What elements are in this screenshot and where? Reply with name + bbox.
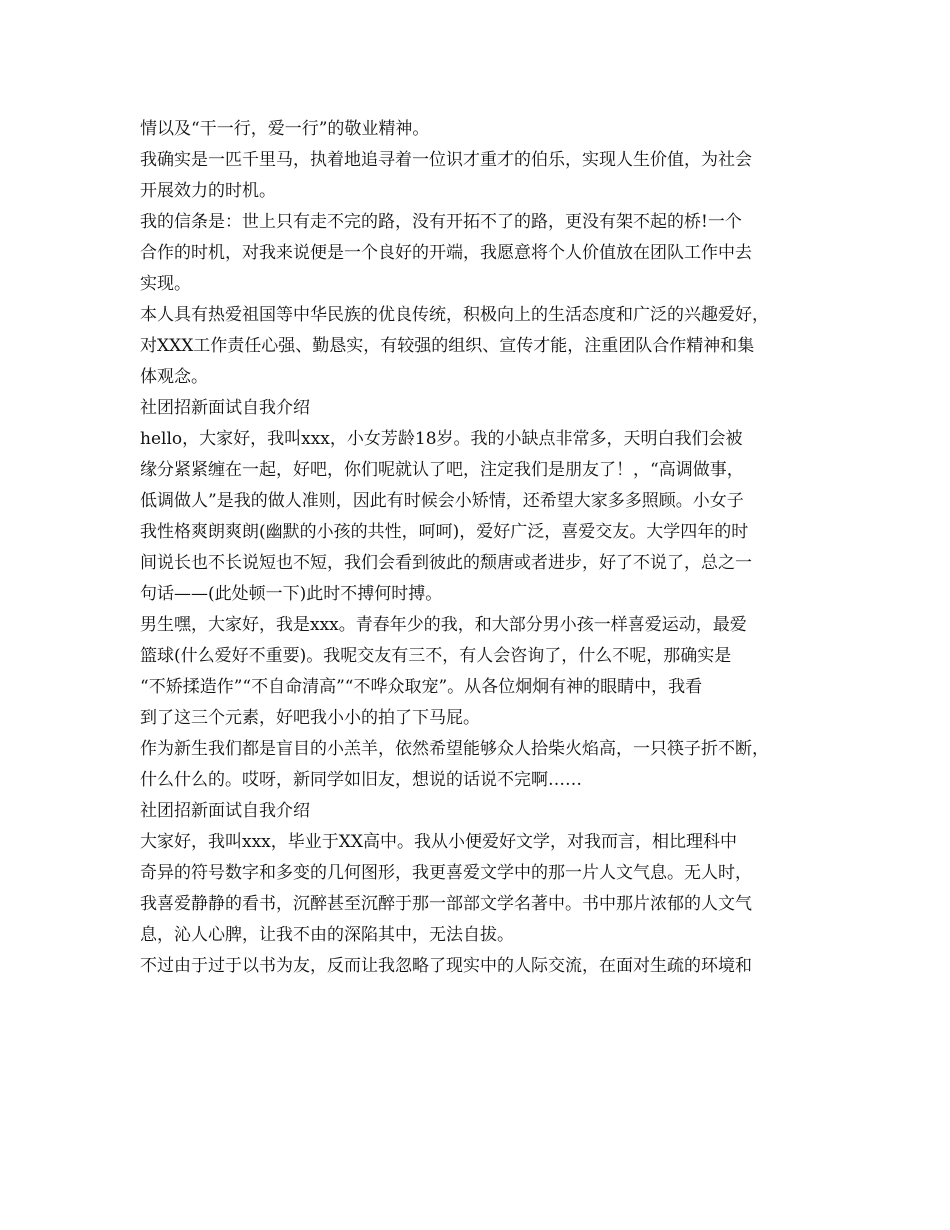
text-line: 体观念。 <box>140 367 208 387</box>
text-line: 大家好，我叫xxx，毕业于XX高中。我从小便爱好文学，对我而言，相比理科中 <box>140 832 737 852</box>
text-line: 我喜爱静静的看书，沉醉甚至沉醉于那一部部文学名著中。书中那片浓郁的人文气 <box>140 894 752 914</box>
text-line: 本人具有热爱祖国等中华民族的优良传统，积极向上的生活态度和广泛的兴趣爱好， <box>140 305 769 325</box>
text-line: hello，大家好，我叫xxx，小女芳龄18岁。我的小缺点非常多，天明白我们会被 <box>140 429 743 449</box>
text-line: 开展效力的时机。 <box>140 181 276 201</box>
text-line: 我的信条是：世上只有走不完的路，没有开拓不了的路，更没有架不起的桥!一个 <box>140 212 742 232</box>
text-line: 作为新生我们都是盲目的小羔羊，依然希望能够众人拾柴火焰高，一只筷子折不断， <box>140 739 769 759</box>
text-line: 息，沁人心脾，让我不由的深陷其中，无法自拔。 <box>140 925 514 945</box>
text-line: 缘分紧紧缠在一起，好吧，你们呢就认了吧，注定我们是朋友了！，“高调做事， <box>140 460 744 480</box>
text-line: 不过由于过于以书为友，反而让我忽略了现实中的人际交流，在面对生疏的环境和 <box>140 956 752 976</box>
text-line: 合作的时机，对我来说便是一个良好的开端，我愿意将个人价值放在团队工作中去 <box>140 243 752 263</box>
text-line: 对XXX工作责任心强、勤恳实，有较强的组织、宣传才能，注重团队合作精神和集 <box>140 336 755 356</box>
text-line: 情以及“干一行，爱一行”的敬业精神。 <box>140 119 430 139</box>
text-line: 间说长也不长说短也不短，我们会看到彼此的颓唐或者进步，好了不说了，总之一 <box>140 553 752 573</box>
text-line: “不矫揉造作”“不自命清高”“不哗众取宠”。从各位炯炯有神的眼睛中，我看 <box>140 677 703 697</box>
document-body <box>140 114 820 982</box>
text-line: 到了这三个元素，好吧我小小的拍了下马屁。 <box>140 708 480 728</box>
text-line: 低调做人”是我的做人准则，因此有时候会小矫情，还希望大家多多照顾。小女子 <box>140 491 744 511</box>
text-line: 什么什么的。哎呀，新同学如旧友，想说的话说不完啊…… <box>140 770 582 790</box>
text-line: 篮球(什么爱好不重要)。我呢交友有三不，有人会咨询了，什么不呢，那确实是 <box>140 646 732 666</box>
text-line: 句话——(此处顿一下)此时不搏何时搏。 <box>140 584 443 604</box>
text-line: 我性格爽朗爽朗(幽默的小孩的共性，呵呵)，爱好广泛，喜爱交友。大学四年的时 <box>140 522 749 542</box>
text-line: 我确实是一匹千里马，执着地追寻着一位识才重才的伯乐，实现人生价值，为社会 <box>140 150 752 170</box>
section-heading: 社团招新面试自我介绍 <box>140 398 310 418</box>
text-line: 男生嘿，大家好，我是xxx。青春年少的我，和大部分男小孩一样喜爱运动，最爱 <box>140 615 747 635</box>
section-heading: 社团招新面试自我介绍 <box>140 801 310 821</box>
text-line: 实现。 <box>140 274 191 294</box>
text-line: 奇异的符号数字和多变的几何图形，我更喜爱文学中的那一片人文气息。无人时， <box>140 863 752 883</box>
